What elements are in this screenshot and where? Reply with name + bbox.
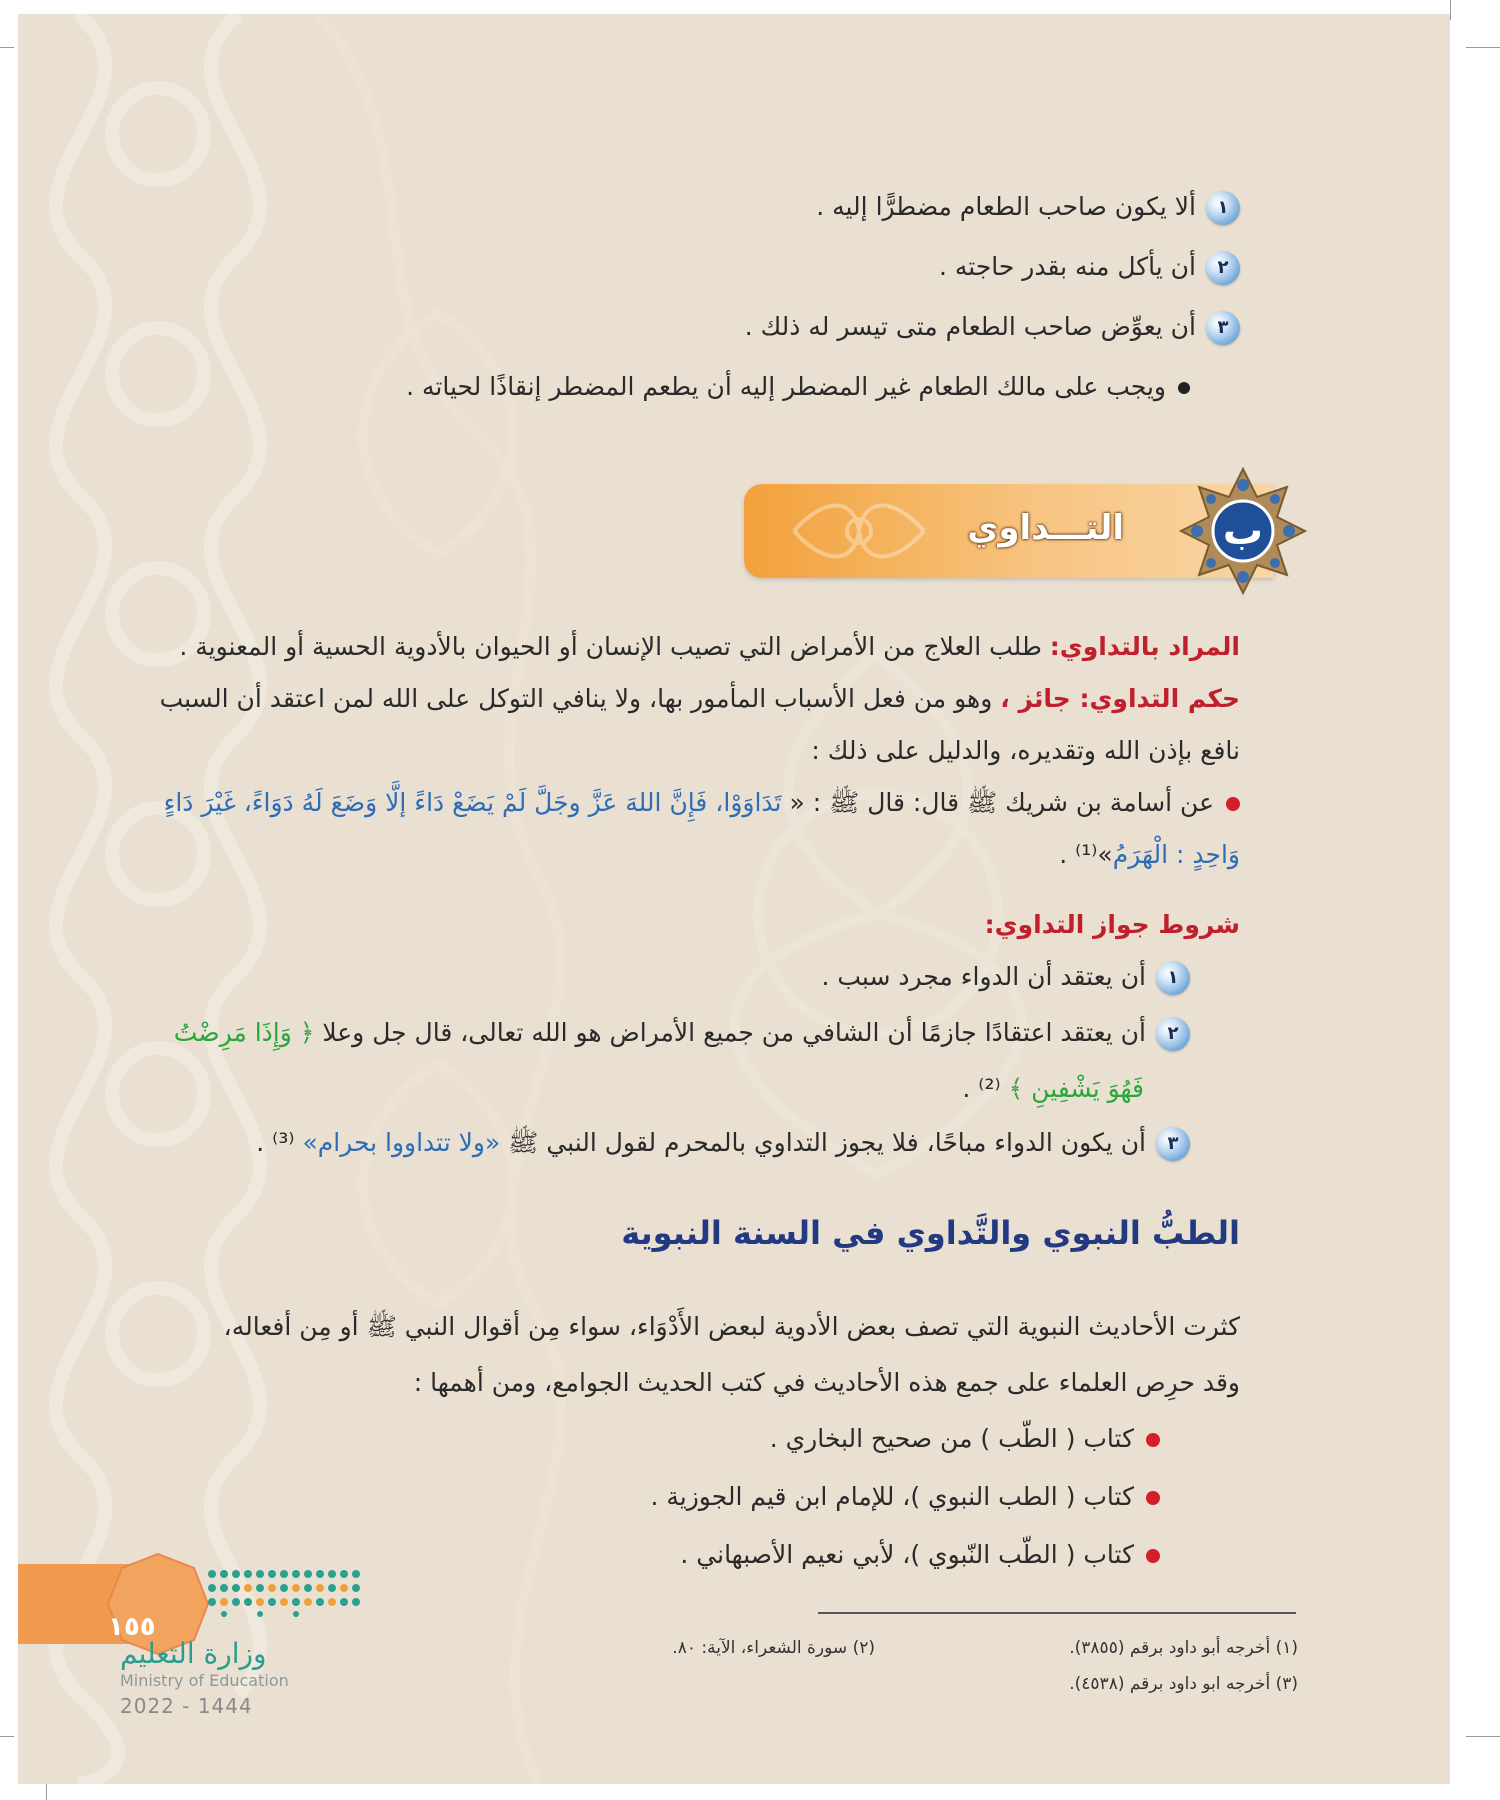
treatment-conditions-heading (985, 908, 1240, 942)
treatment-condition-2 (174, 1016, 1190, 1051)
crop-mark (1450, 0, 1451, 20)
food-condition-text: أن يعوِّض صاحب الطعام متى تيسر له ذلك . (744, 312, 1196, 341)
obligation-text: ويجب على مالك الطعام غير المضطر إليه أن يطعم المضطر إنقاذًا لحياته . (406, 372, 1166, 401)
number-badge-2: ٢ (1206, 251, 1240, 285)
food-condition-3 (745, 310, 1240, 345)
treatment-condition-text: أن يكون الدواء مباحًا، فلا يجوز التداوي بالمحرم لقول النبي ﷺ (500, 1128, 1146, 1157)
textbook-page (18, 14, 1450, 1784)
food-condition-2 (939, 250, 1240, 285)
number-badge-2: ٢ (1156, 1017, 1190, 1051)
ruling-line-2 (811, 734, 1240, 768)
number-badge-3: ٣ (1156, 1127, 1190, 1161)
hadith-quote: «ولا تتداووا بحرام» (302, 1128, 501, 1157)
footnote-divider (818, 1612, 1296, 1614)
definition-line (179, 630, 1240, 664)
ruling-label: حكم التداوي: جائز ، (1000, 684, 1240, 713)
crop-mark (1466, 47, 1500, 48)
ruling-text: وهو من فعل الأسباب المأمور بها، ولا ينافي التوكل على الله لمن اعتقد أن السبب (159, 684, 1001, 713)
section-letter: ب (1222, 508, 1264, 554)
bullet-icon (1226, 797, 1240, 811)
treatment-condition-text: أن يعتقد اعتقادًا جازمًا أن الشافي من جميع الأمراض هو الله تعالى، قال جل وعلا (314, 1018, 1146, 1047)
edition-year: 2022 - 1444 (120, 1694, 253, 1718)
ministry-name-arabic: وزارة التعليم (120, 1637, 267, 1670)
hadith-close: »⁽¹⁾ . (1059, 840, 1113, 869)
treatment-condition-2-cont (962, 1072, 1144, 1106)
food-condition-text: أن يأكل منه بقدر حاجته . (938, 252, 1196, 281)
hadith-quote-2: وَاحِدٍ : الْهَرَمُ (1112, 840, 1240, 869)
paragraph-line-1 (224, 1310, 1240, 1344)
hadith-ref: ⁽³⁾ . (256, 1128, 303, 1157)
quran-verse-2: فَهُوَ يَشْفِينِ ﴾ (1008, 1074, 1144, 1103)
hadith-quote: تَدَاوَوْا، فَإِنَّ اللهَ عَزَّ وجَلَّ لَمْ يَضَعْ دَاءً إلَّا وَضَعَ لَهُ دَوَاءً، غَيْرَ دَاءٍ (163, 788, 790, 817)
number-badge-1: ١ (1156, 961, 1190, 995)
conditions-heading-text: شروط جواز التداوي: (984, 910, 1240, 939)
obligation-bullet (406, 370, 1190, 404)
footnote-1: (١) أخرجه أبو داود برقم (٣٨٥٥). (1069, 1638, 1298, 1658)
number-badge-1: ١ (1206, 191, 1240, 225)
book-item-2 (650, 1480, 1160, 1514)
bullet-icon (1146, 1549, 1160, 1563)
book-text: كتاب ( الطّب النّبوي )، لأبي نعيم الأصبهاني . (680, 1540, 1134, 1569)
verse-ref: ⁽²⁾ . (962, 1074, 1009, 1103)
book-text: كتاب ( الطب النبوي )، للإمام ابن قيم الجوزية . (650, 1482, 1134, 1511)
banner-ornament (784, 492, 934, 570)
paragraph-line-2 (414, 1366, 1240, 1400)
footnote-2: (٢) سورة الشعراء، الآية: ٨٠. (672, 1638, 875, 1658)
quran-verse: ﴿ وَإِذَا مَرِضْتُ (173, 1018, 315, 1047)
bullet-icon (1146, 1433, 1160, 1447)
definition-text: طلب العلاج من الأمراض التي تصيب الإنسان أو الحيوان بالأدوية الحسية أو المعنوية . (179, 632, 1050, 661)
book-item-1 (770, 1422, 1160, 1456)
treatment-condition-text: أن يعتقد أن الدواء مجرد سبب . (821, 962, 1146, 991)
paragraph-text-2: وقد حرِص العلماء على جمع هذه الأحاديث في كتب الحديث الجوامع، ومن أهمها : (413, 1368, 1240, 1397)
hadith-intro: عن أسامة بن شريك ﷺ قال: قال ﷺ : « (789, 788, 1214, 817)
hadith-line-1 (164, 786, 1240, 820)
ruling-text-2: نافع بإذن الله وتقديره، والدليل على ذلك : (811, 736, 1240, 765)
food-condition-text: ألا يكون صاحب الطعام مضطرًّا إليه . (816, 192, 1196, 221)
definition-label: المراد بالتداوي: (1049, 632, 1240, 661)
number-badge-3: ٣ (1206, 311, 1240, 345)
book-item-3 (680, 1538, 1160, 1572)
book-text: كتاب ( الطّب ) من صحيح البخاري . (769, 1424, 1134, 1453)
ministry-name-english: Ministry of Education (120, 1671, 289, 1690)
crop-mark (1466, 1736, 1500, 1737)
bullet-icon (1146, 1491, 1160, 1505)
crop-mark (0, 47, 14, 48)
footnote-3: (٣) أخرجه ابو داود برقم (٤٥٣٨). (1069, 1674, 1298, 1694)
food-condition-1 (816, 190, 1240, 225)
crop-mark (0, 1736, 14, 1737)
section-title: التـــداوي (967, 508, 1124, 548)
ruling-line-1 (160, 682, 1240, 716)
treatment-condition-3 (256, 1126, 1190, 1161)
ministry-logo-icon (202, 1566, 372, 1618)
page-number: ١٥٥ (108, 1612, 156, 1642)
bullet-icon (1178, 382, 1190, 394)
treatment-condition-1 (821, 960, 1190, 995)
hadith-line-2 (1059, 838, 1240, 872)
section-heading: الطبُّ النبوي والتَّداوي في السنة النبوية (621, 1214, 1240, 1252)
paragraph-text: كثرت الأحاديث النبوية التي تصف بعض الأدوية لبعض الأَدْوَاء، سواء مِن أقوال النبي ﷺ أو مِن أفعاله، (223, 1312, 1240, 1341)
